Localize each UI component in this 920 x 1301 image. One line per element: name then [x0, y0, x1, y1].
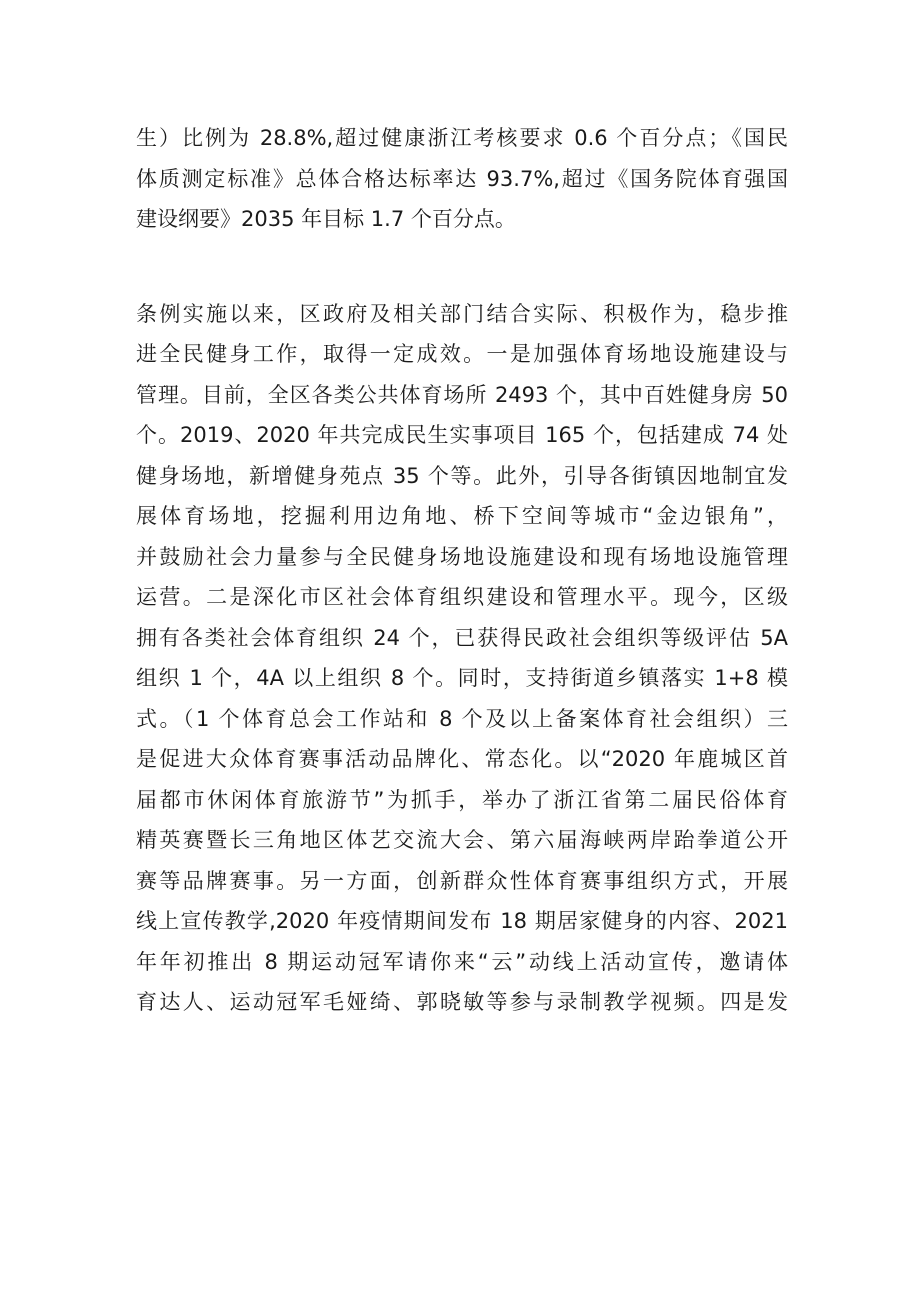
text-line: 式。（1 个体育总会工作站和 8 个及以上备案体育社会组织）三	[136, 706, 788, 731]
text-line: 运营。二是深化市区社会体育组织建设和管理水平。现今，区级	[136, 585, 788, 609]
paragraph-1	[136, 118, 788, 240]
paragraph-spacer	[136, 240, 788, 294]
document-body	[136, 118, 788, 1023]
text-line: 进全民健身工作，取得一定成效。一是加强体育场地设施建设与	[136, 342, 788, 366]
text-line: 并鼓励社会力量参与全民健身场地设施建设和现有场地设施管理	[136, 544, 788, 569]
text-line: 管理。目前，全区各类公共体育场所 2493 个，其中百姓健身房 50	[136, 382, 788, 407]
text-line: 体质测定标准》总体合格达标率达 93.7%,超过《国务院体育强国	[136, 166, 788, 191]
text-line: 展体育场地，挖掘利用边角地、桥下空间等城市“金边银角”，	[136, 504, 788, 528]
paragraph-2	[136, 294, 788, 1023]
text-line: 赛等品牌赛事。另一方面，创新群众性体育赛事组织方式，开展	[136, 868, 788, 893]
text-line: 育达人、运动冠军毛娅绮、郭晓敏等参与录制教学视频。四是发	[136, 990, 788, 1014]
text-line: 建设纲要》2035 年目标 1.7 个百分点。	[136, 207, 516, 231]
text-line: 线上宣传教学,2020 年疫情期间发布 18 期居家健身的内容、2021	[136, 909, 788, 933]
text-line: 生）比例为 28.8%,超过健康浙江考核要求 0.6 个百分点；《国民	[136, 126, 788, 150]
text-line: 届都市休闲体育旅游节”为抓手，举办了浙江省第二届民俗体育	[136, 787, 788, 812]
text-line: 个。2019、2020 年共完成民生实事项目 165 个，包括建成 74 处	[136, 423, 788, 447]
text-line: 健身场地，新增健身苑点 35 个等。此外，引导各街镇因地制宜发	[136, 463, 788, 488]
text-line: 组织 1 个，4A 以上组织 8 个。同时，支持街道乡镇落实 1+8 模	[136, 666, 788, 690]
text-line: 年年初推出 8 期运动冠军请你来“云”动线上活动宣传，邀请体	[136, 949, 788, 974]
text-line: 精英赛暨长三角地区体艺交流大会、第六届海峡两岸跆拳道公开	[136, 828, 788, 852]
text-line: 拥有各类社会体育组织 24 个，已获得民政社会组织等级评估 5A	[136, 625, 788, 650]
text-line: 条例实施以来，区政府及相关部门结合实际、积极作为，稳步推	[136, 301, 788, 326]
text-line: 是促进大众体育赛事活动品牌化、常态化。以“2020 年鹿城区首	[136, 747, 788, 771]
